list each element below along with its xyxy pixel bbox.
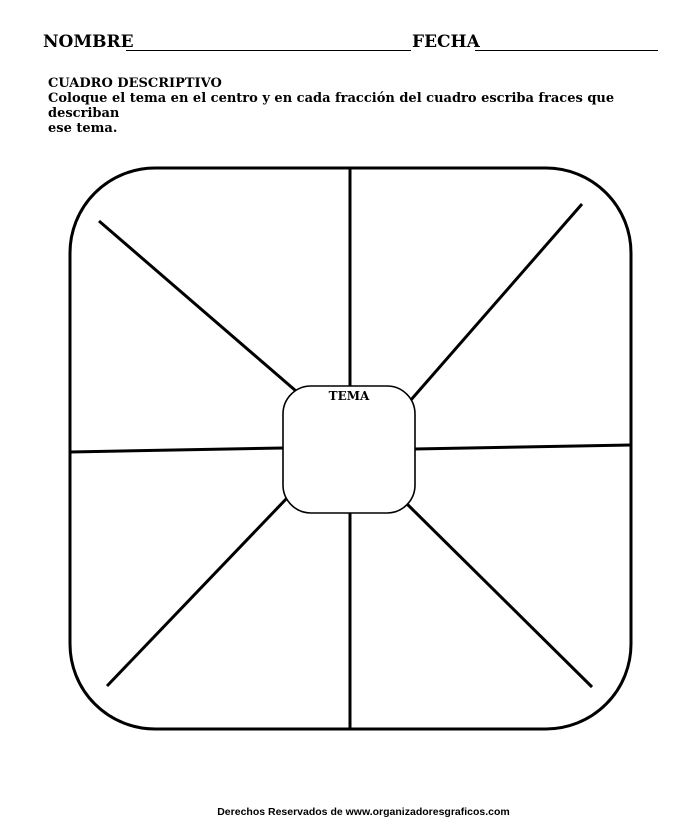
center-topic-box[interactable] xyxy=(283,386,415,513)
date-label: FECHA xyxy=(412,32,480,52)
instructions-title: CUADRO DESCRIPTIVO xyxy=(48,76,222,91)
center-topic-label: TEMA xyxy=(328,389,370,403)
divider-bottom-right xyxy=(405,502,592,687)
divider-right xyxy=(414,445,631,449)
divider-top-right xyxy=(410,204,582,401)
copyright-footer: Derechos Reservados de www.organizadoresgraficos.com xyxy=(217,806,510,818)
divider-left xyxy=(70,448,283,452)
instructions-text-line1: Coloque el tema en el centro y en cada fracción del cuadro escriba fraces que describan xyxy=(48,91,615,121)
divider-top-left xyxy=(99,221,296,391)
instructions-text-line2: ese tema. xyxy=(48,121,118,136)
name-label: NOMBRE xyxy=(43,32,134,52)
divider-bottom-left xyxy=(107,497,288,686)
